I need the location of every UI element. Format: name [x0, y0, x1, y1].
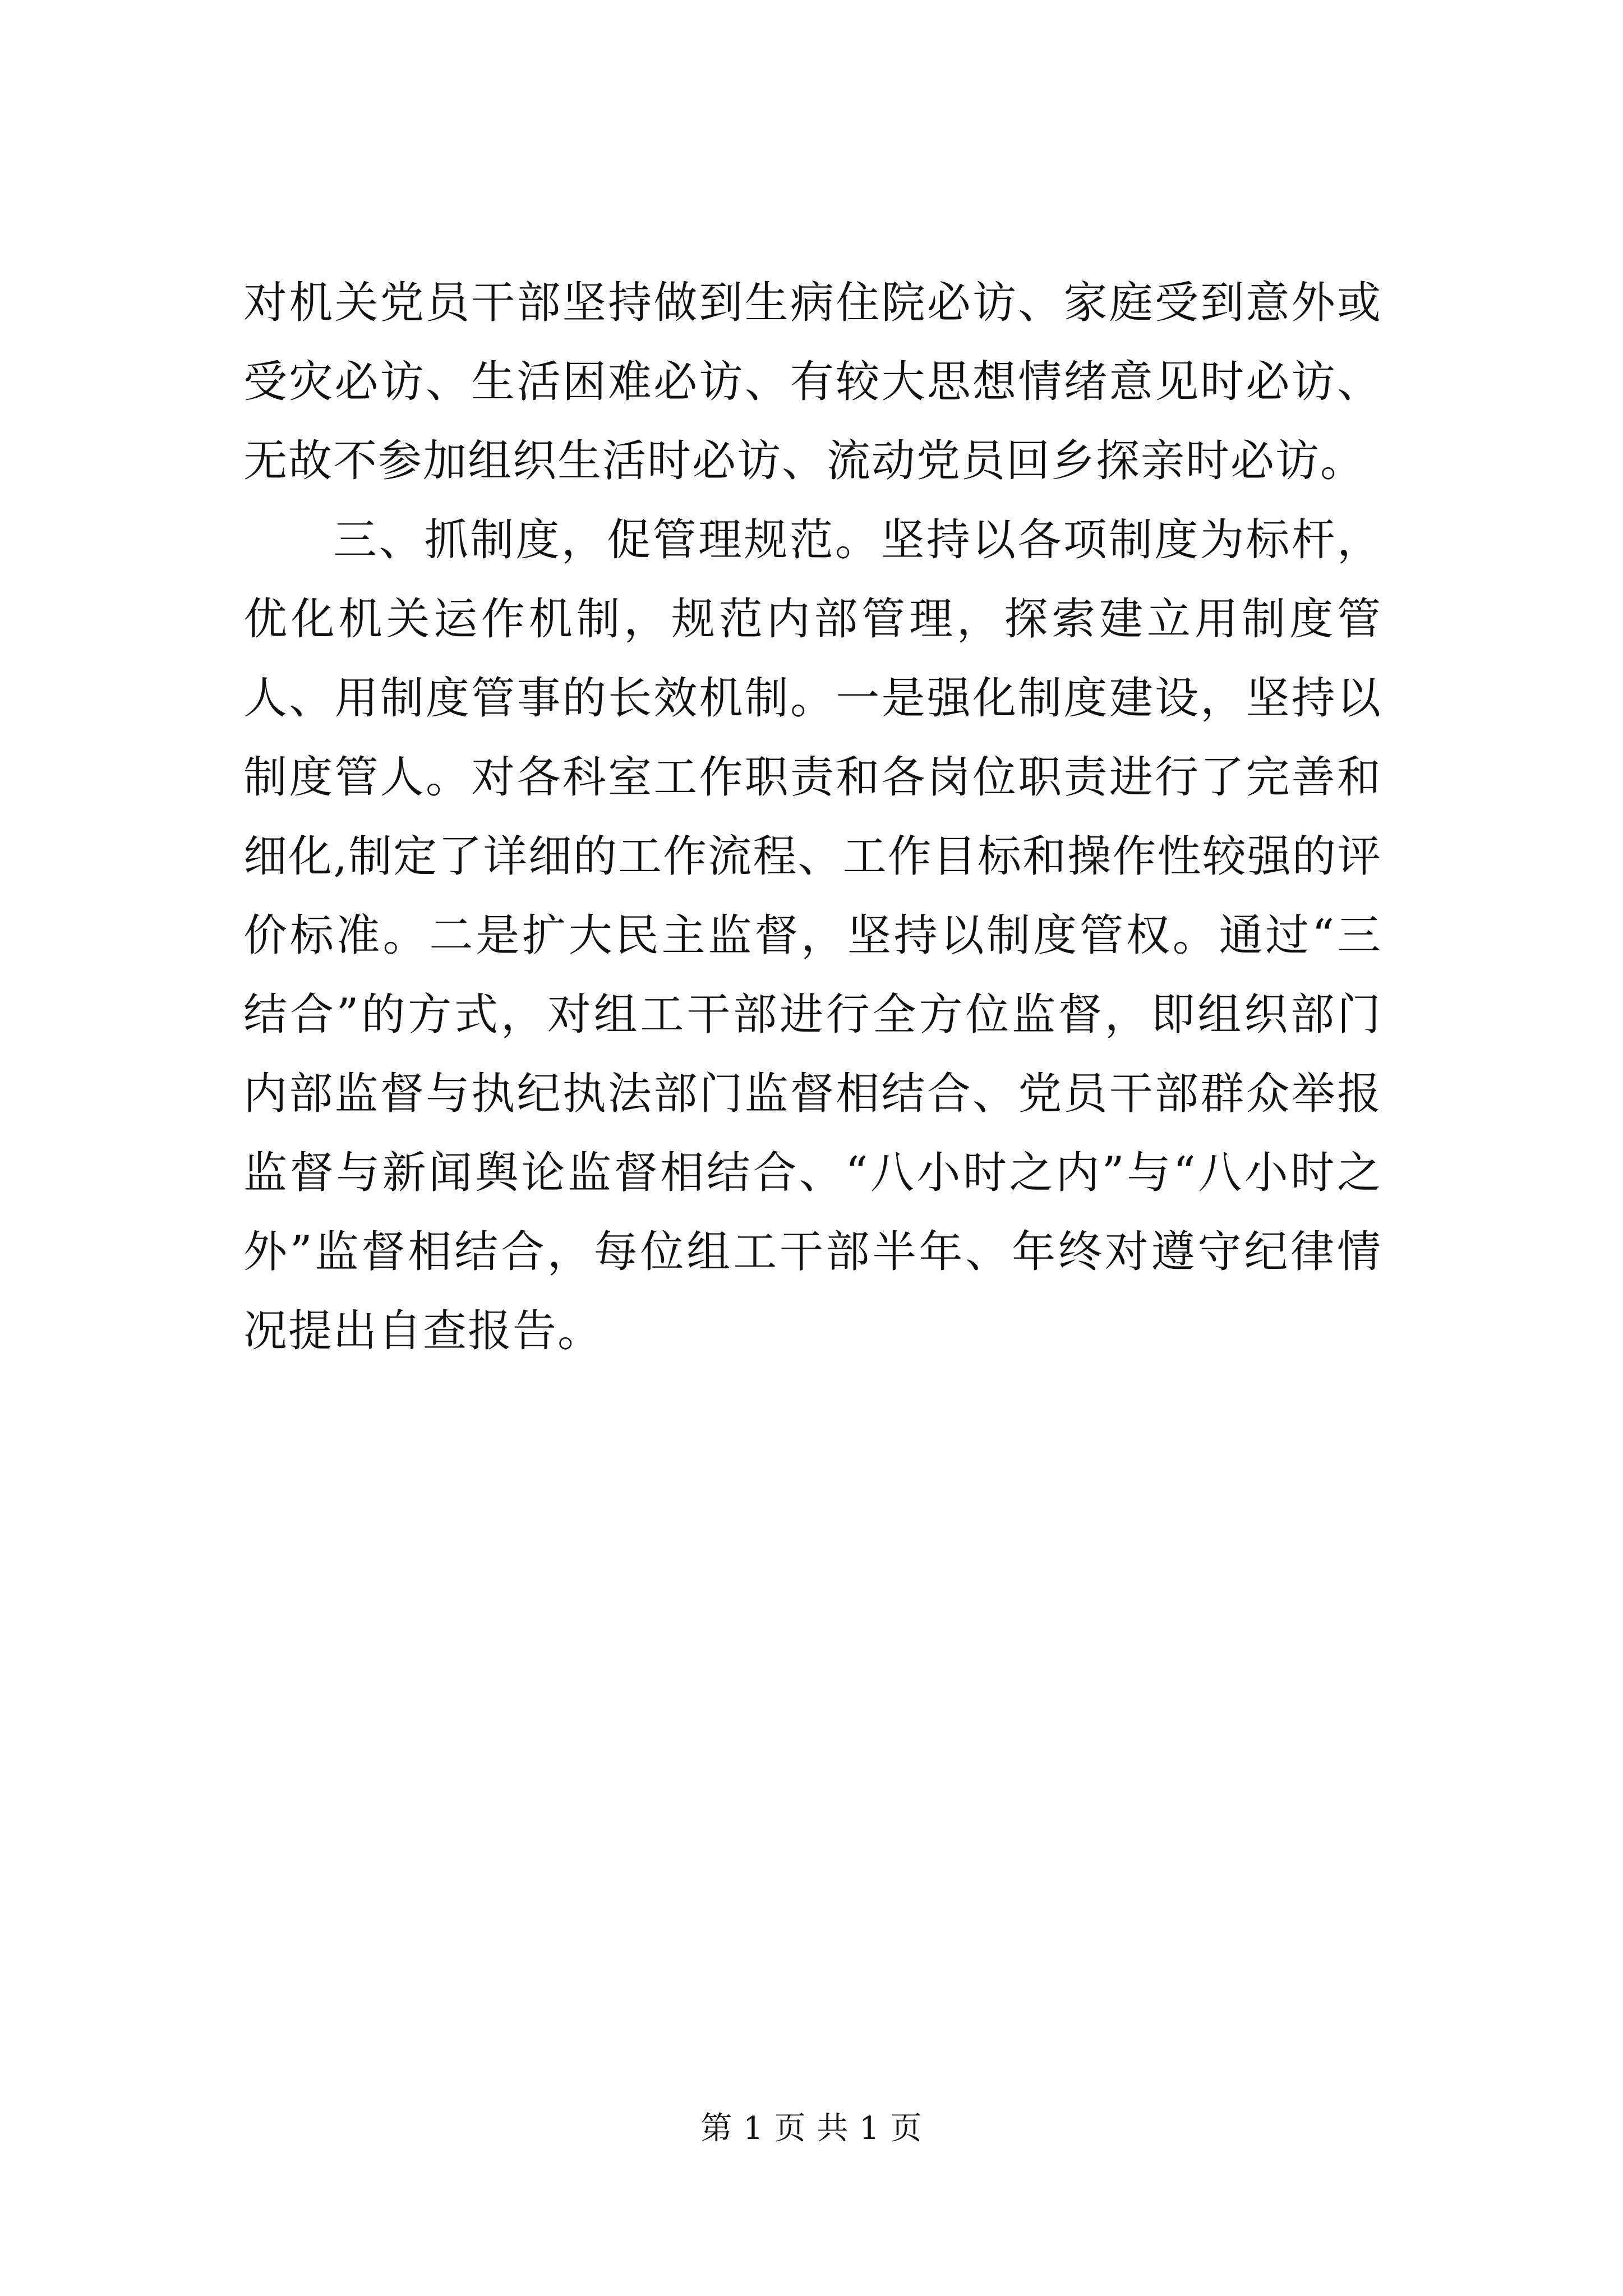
paragraph-continuation: 对机关党员干部坚持做到生病住院必访、家庭受到意外或受灾必访、生活困难必访、有较大思想情绪意见时必访、无故不参加组织生活时必访、流动党员回乡探亲时必访。 [243, 278, 1382, 486]
page-footer: 第 1 页 共 1 页 [700, 2110, 923, 2147]
document-body [243, 264, 1382, 1371]
paragraph-section-three: 三、抓制度，促管理规范。坚持以各项制度为标杆，优化机关运作机制，规范内部管理，探索建立用制度管人、用制度管事的长效机制。一是强化制度建设，坚持以制度管人。对各科室工作职责和各岗位职责进行了完善和细化,制定了详细的工作流程、工作目标和操作性较强的评价标准。二是扩大民主监督，坚持以制度管权。通过“三结合”的方式，对组工干部进行全方位监督，即组织部门内部监督与执纪执法部门监督相结合、党员干部群众举报监督与新闻舆论监督相结合、“八小时之内”与“八小时之外”监督相结合，每位组工干部半年、年终对遵守纪律情况提出自查报告。 [243, 515, 1382, 1356]
